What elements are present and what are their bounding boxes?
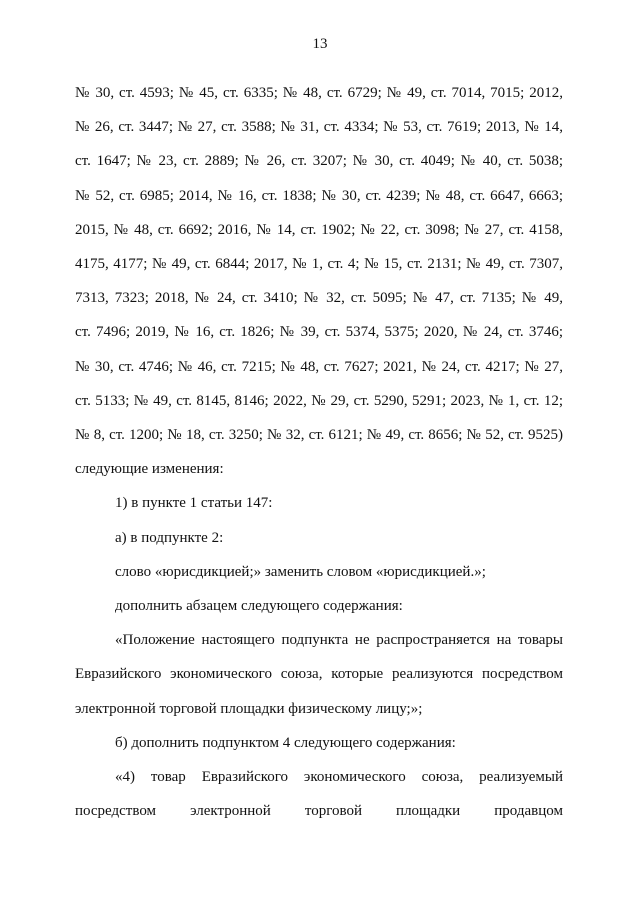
- citation-line: № 8, ст. 1200; № 18, ст. 3250; № 32, ст. 6121; № 49, ст. 8656; № 52, ст. 9525): [75, 427, 563, 444]
- last-line-word: посредством: [75, 803, 157, 820]
- page-number: 13: [312, 36, 328, 52]
- last-line-word: электронной: [190, 803, 271, 820]
- citation-line: ст. 7496; 2019, № 16, ст. 1826; № 39, ст. 5374, 5375; 2020, № 24, ст. 3746;: [75, 324, 563, 341]
- citation-block: [75, 76, 563, 486]
- citation-line: № 30, ст. 4746; № 46, ст. 7215; № 48, ст. 7627; 2021, № 24, ст. 4217; № 27,: [75, 358, 563, 375]
- citation-line: 2015, № 48, ст. 6692; 2016, № 14, ст. 1902; № 22, ст. 3098; № 27, ст. 4158,: [75, 221, 563, 238]
- last-line-word: продавцом: [494, 803, 563, 820]
- paragraph-subitem-b: б) дополнить подпунктом 4 следующего содержания:: [115, 734, 456, 751]
- paragraph-quoted-item-4: «4) товар Евразийского экономического союза, реализуемый: [115, 769, 563, 786]
- citation-line: № 26, ст. 3447; № 27, ст. 3588; № 31, ст. 4334; № 53, ст. 7619; 2013, № 14,: [75, 119, 563, 136]
- citation-line: № 52, ст. 6985; 2014, № 16, ст. 1838; № 30, ст. 4239; № 48, ст. 6647, 6663;: [75, 187, 563, 204]
- last-line-word: торговой: [304, 803, 363, 820]
- paragraph-add-clause: дополнить абзацем следующего содержания:: [115, 598, 403, 615]
- citation-line: ст. 5133; № 49, ст. 8145, 8146; 2022, № 29, ст. 5290, 5291; 2023, № 1, ст. 12;: [75, 392, 563, 409]
- citation-line: № 30, ст. 4593; № 45, ст. 6335; № 48, ст. 6729; № 49, ст. 7014, 7015; 2012,: [75, 85, 563, 101]
- last-line: [75, 794, 563, 828]
- paragraph-quoted-provision: «Положение настоящего подпункта не распространяется на товары Евразийского экономического союза, которые реализуются посредством электронной торговой площадки физическому лицу;»;: [75, 632, 563, 717]
- last-line-word: площадки: [396, 803, 461, 820]
- citation-line: следующие изменения:: [75, 461, 224, 478]
- paragraph-item-1: 1) в пункте 1 статьи 147:: [115, 495, 273, 512]
- citation-line: ст. 1647; № 23, ст. 2889; № 26, ст. 3207; № 30, ст. 4049; № 40, ст. 5038;: [75, 153, 563, 170]
- document-body: [75, 76, 563, 828]
- paragraph-replace-word: слово «юрисдикцией;» заменить словом «юрисдикцией.»;: [115, 563, 486, 580]
- paragraph-subitem-a: а) в подпункте 2:: [115, 529, 224, 546]
- citation-line: 4175, 4177; № 49, ст. 6844; 2017, № 1, ст. 4; № 15, ст. 2131; № 49, ст. 7307,: [75, 256, 563, 273]
- citation-line: 7313, 7323; 2018, № 24, ст. 3410; № 32, ст. 5095; № 47, ст. 7135; № 49,: [75, 290, 563, 307]
